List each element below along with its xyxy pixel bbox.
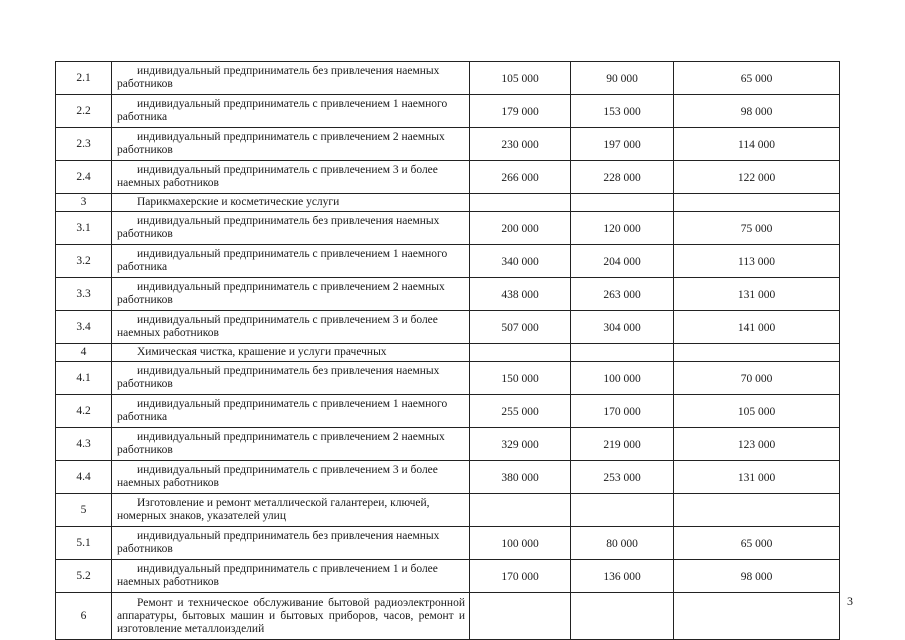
row-description: индивидуальный предприниматель без привлечения наемных работников xyxy=(112,527,470,560)
row-number: 3.1 xyxy=(56,212,112,245)
value-col-1: 100 000 xyxy=(470,527,571,560)
table-row xyxy=(56,161,840,194)
table-row xyxy=(56,95,840,128)
section-title: Парикмахерские и косметические услуги xyxy=(112,194,470,212)
value-col-3: 113 000 xyxy=(674,245,840,278)
value-col-2: 80 000 xyxy=(571,527,674,560)
value-col-2 xyxy=(571,593,674,640)
row-number: 6 xyxy=(56,593,112,640)
value-col-1: 340 000 xyxy=(470,245,571,278)
row-number: 3.3 xyxy=(56,278,112,311)
value-col-1: 170 000 xyxy=(470,560,571,593)
value-col-3: 65 000 xyxy=(674,527,840,560)
page-number: 3 xyxy=(847,594,853,608)
section-header-row xyxy=(56,494,840,527)
value-col-3: 98 000 xyxy=(674,95,840,128)
value-col-3 xyxy=(674,494,840,527)
value-col-1: 179 000 xyxy=(470,95,571,128)
value-col-3: 105 000 xyxy=(674,395,840,428)
value-col-3: 75 000 xyxy=(674,212,840,245)
value-col-2: 136 000 xyxy=(571,560,674,593)
row-number: 4 xyxy=(56,344,112,362)
section-header-row xyxy=(56,593,840,640)
table-row xyxy=(56,560,840,593)
row-description: индивидуальный предприниматель без привлечения наемных работников xyxy=(112,212,470,245)
row-description: индивидуальный предприниматель с привлечением 3 и более наемных работников xyxy=(112,461,470,494)
value-col-3: 131 000 xyxy=(674,461,840,494)
table-row xyxy=(56,62,840,95)
table-row xyxy=(56,212,840,245)
value-col-1: 266 000 xyxy=(470,161,571,194)
value-col-3: 70 000 xyxy=(674,362,840,395)
row-number: 3.2 xyxy=(56,245,112,278)
row-description: индивидуальный предприниматель с привлечением 2 наемных работников xyxy=(112,428,470,461)
value-col-2: 228 000 xyxy=(571,161,674,194)
row-description: индивидуальный предприниматель с привлечением 1 и более наемных работников xyxy=(112,560,470,593)
section-title: Изготовление и ремонт металлической галантереи, ключей, номерных знаков, указателей улиц xyxy=(112,494,470,527)
row-number: 3 xyxy=(56,194,112,212)
value-col-3: 123 000 xyxy=(674,428,840,461)
row-number: 5.2 xyxy=(56,560,112,593)
section-title: Ремонт и техническое обслуживание бытовой радиоэлектронной аппаратуры, бытовых машин и бытовых приборов, часов, ремонт и изготовление металлоизделий xyxy=(112,593,470,640)
table-row xyxy=(56,128,840,161)
row-description: индивидуальный предприниматель с привлечением 3 и более наемных работников xyxy=(112,311,470,344)
value-col-2 xyxy=(571,494,674,527)
value-col-1: 329 000 xyxy=(470,428,571,461)
value-col-2: 90 000 xyxy=(571,62,674,95)
value-col-1: 438 000 xyxy=(470,278,571,311)
value-col-2: 253 000 xyxy=(571,461,674,494)
value-col-3: 98 000 xyxy=(674,560,840,593)
value-col-2: 153 000 xyxy=(571,95,674,128)
table-row xyxy=(56,311,840,344)
value-col-2: 263 000 xyxy=(571,278,674,311)
value-col-2 xyxy=(571,194,674,212)
row-number: 4.3 xyxy=(56,428,112,461)
table-row xyxy=(56,461,840,494)
row-description: индивидуальный предприниматель с привлечением 1 наемного работника xyxy=(112,245,470,278)
value-col-2: 204 000 xyxy=(571,245,674,278)
value-col-3 xyxy=(674,194,840,212)
row-number: 2.1 xyxy=(56,62,112,95)
section-header-row xyxy=(56,194,840,212)
value-col-2: 219 000 xyxy=(571,428,674,461)
value-col-1 xyxy=(470,194,571,212)
table-row xyxy=(56,362,840,395)
value-col-2 xyxy=(571,344,674,362)
row-description: индивидуальный предприниматель с привлечением 1 наемного работника xyxy=(112,395,470,428)
table-row xyxy=(56,245,840,278)
table-row xyxy=(56,395,840,428)
section-title: Химическая чистка, крашение и услуги прачечных xyxy=(112,344,470,362)
value-col-1: 105 000 xyxy=(470,62,571,95)
table-row xyxy=(56,428,840,461)
value-col-3: 141 000 xyxy=(674,311,840,344)
value-col-2: 120 000 xyxy=(571,212,674,245)
value-col-2: 197 000 xyxy=(571,128,674,161)
section-header-row xyxy=(56,344,840,362)
row-number: 5 xyxy=(56,494,112,527)
value-col-3: 114 000 xyxy=(674,128,840,161)
value-col-3 xyxy=(674,593,840,640)
table-row xyxy=(56,278,840,311)
value-col-3: 131 000 xyxy=(674,278,840,311)
row-number: 2.3 xyxy=(56,128,112,161)
row-number: 4.1 xyxy=(56,362,112,395)
value-col-3: 122 000 xyxy=(674,161,840,194)
row-description: индивидуальный предприниматель без привлечения наемных работников xyxy=(112,62,470,95)
value-col-2: 100 000 xyxy=(571,362,674,395)
value-col-1: 255 000 xyxy=(470,395,571,428)
value-col-1: 380 000 xyxy=(470,461,571,494)
row-description: индивидуальный предприниматель без привлечения наемных работников xyxy=(112,362,470,395)
value-col-1 xyxy=(470,593,571,640)
row-number: 2.4 xyxy=(56,161,112,194)
row-description: индивидуальный предприниматель с привлечением 1 наемного работника xyxy=(112,95,470,128)
value-col-3 xyxy=(674,344,840,362)
row-description: индивидуальный предприниматель с привлечением 3 и более наемных работников xyxy=(112,161,470,194)
row-number: 4.2 xyxy=(56,395,112,428)
value-col-1: 150 000 xyxy=(470,362,571,395)
value-col-3: 65 000 xyxy=(674,62,840,95)
table-row xyxy=(56,527,840,560)
row-number: 4.4 xyxy=(56,461,112,494)
value-col-2: 170 000 xyxy=(571,395,674,428)
row-description: индивидуальный предприниматель с привлечением 2 наемных работников xyxy=(112,128,470,161)
value-col-2: 304 000 xyxy=(571,311,674,344)
value-col-1: 200 000 xyxy=(470,212,571,245)
value-col-1: 230 000 xyxy=(470,128,571,161)
row-number: 3.4 xyxy=(56,311,112,344)
value-col-1: 507 000 xyxy=(470,311,571,344)
row-number: 2.2 xyxy=(56,95,112,128)
value-col-1 xyxy=(470,344,571,362)
row-number: 5.1 xyxy=(56,527,112,560)
value-col-1 xyxy=(470,494,571,527)
row-description: индивидуальный предприниматель с привлечением 2 наемных работников xyxy=(112,278,470,311)
tax-rate-table xyxy=(55,61,840,640)
